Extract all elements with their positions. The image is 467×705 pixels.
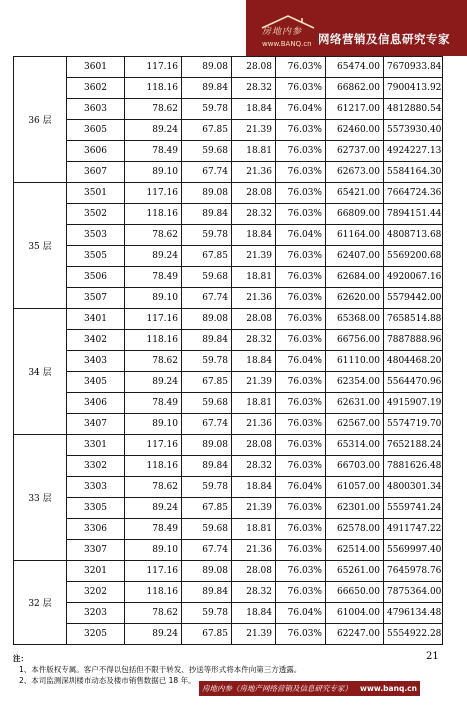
page-number: 21 (426, 651, 439, 662)
usage-rate-cell: 76.03% (276, 624, 326, 645)
logo-name: 房地内参 (262, 27, 303, 37)
unit-price-cell: 61164.00 (326, 225, 384, 246)
table-row (14, 351, 443, 372)
table-row (14, 393, 443, 414)
inner-area-cell: 59.68 (182, 393, 232, 414)
table-row (14, 456, 443, 477)
floor-area-cell: 89.24 (125, 372, 182, 393)
total-price-cell: 4796134.48 (384, 603, 443, 624)
floor-area-cell: 117.16 (125, 435, 182, 456)
room-number-cell: 3601 (67, 57, 125, 78)
floor-area-cell: 118.16 (125, 330, 182, 351)
shared-area-cell: 18.84 (232, 351, 276, 372)
shared-area-cell: 18.81 (232, 519, 276, 540)
room-number-cell: 3201 (67, 561, 125, 582)
unit-price-cell: 66809.00 (326, 204, 384, 225)
shared-area-cell: 18.84 (232, 99, 276, 120)
room-number-cell: 3602 (67, 78, 125, 99)
floor-area-cell: 78.49 (125, 141, 182, 162)
floor-area-cell: 89.10 (125, 162, 182, 183)
inner-area-cell: 89.08 (182, 309, 232, 330)
total-price-cell: 4804468.20 (384, 351, 443, 372)
floor-area-cell: 117.16 (125, 57, 182, 78)
room-number-cell: 3203 (67, 603, 125, 624)
usage-rate-cell: 76.03% (276, 456, 326, 477)
inner-area-cell: 89.84 (182, 204, 232, 225)
shared-area-cell: 21.39 (232, 498, 276, 519)
inner-area-cell: 89.08 (182, 183, 232, 204)
floor-area-cell: 89.10 (125, 414, 182, 435)
room-number-cell: 3507 (67, 288, 125, 309)
inner-area-cell: 67.85 (182, 120, 232, 141)
usage-rate-cell: 76.03% (276, 288, 326, 309)
shared-area-cell: 21.39 (232, 246, 276, 267)
total-price-cell: 7652188.24 (384, 435, 443, 456)
floor-label-cell: 32 层 (14, 561, 67, 645)
floor-area-cell: 118.16 (125, 78, 182, 99)
table-row (14, 99, 443, 120)
total-price-cell: 7881626.48 (384, 456, 443, 477)
room-number-cell: 3501 (67, 183, 125, 204)
inner-area-cell: 67.85 (182, 624, 232, 645)
footer-banner (199, 681, 420, 696)
unit-price-cell: 65314.00 (326, 435, 384, 456)
table-row (14, 225, 443, 246)
shared-area-cell: 28.08 (232, 435, 276, 456)
table-row (14, 435, 443, 456)
shared-area-cell: 18.84 (232, 603, 276, 624)
shared-area-cell: 18.81 (232, 393, 276, 414)
room-number-cell: 3505 (67, 246, 125, 267)
table-row (14, 603, 443, 624)
usage-rate-cell: 76.03% (276, 372, 326, 393)
total-price-cell: 7887888.96 (384, 330, 443, 351)
floor-area-cell: 89.24 (125, 498, 182, 519)
usage-rate-cell: 76.03% (276, 582, 326, 603)
unit-price-cell: 65261.00 (326, 561, 384, 582)
floor-area-cell: 78.62 (125, 477, 182, 498)
floor-area-cell: 118.16 (125, 456, 182, 477)
unit-price-cell: 62301.00 (326, 498, 384, 519)
unit-price-cell: 62673.00 (326, 162, 384, 183)
usage-rate-cell: 76.03% (276, 561, 326, 582)
usage-rate-cell: 76.03% (276, 330, 326, 351)
unit-price-cell: 66703.00 (326, 456, 384, 477)
unit-price-cell: 65421.00 (326, 183, 384, 204)
room-number-cell: 3302 (67, 456, 125, 477)
floor-area-cell: 78.49 (125, 393, 182, 414)
inner-area-cell: 89.84 (182, 456, 232, 477)
usage-rate-cell: 76.03% (276, 183, 326, 204)
total-price-cell: 7664724.36 (384, 183, 443, 204)
usage-rate-cell: 76.04% (276, 351, 326, 372)
inner-area-cell: 67.85 (182, 498, 232, 519)
table-row (14, 540, 443, 561)
inner-area-cell: 59.78 (182, 477, 232, 498)
table-row (14, 267, 443, 288)
notes-heading: 注： (13, 654, 28, 663)
total-price-cell: 5554922.28 (384, 624, 443, 645)
table-row (14, 162, 443, 183)
table-row (14, 624, 443, 645)
inner-area-cell: 67.74 (182, 414, 232, 435)
unit-price-cell: 66862.00 (326, 78, 384, 99)
room-number-cell: 3306 (67, 519, 125, 540)
floor-label-cell: 34 层 (14, 309, 67, 435)
table-row (14, 78, 443, 99)
usage-rate-cell: 76.03% (276, 435, 326, 456)
floor-area-cell: 117.16 (125, 561, 182, 582)
unit-price-cell: 62247.00 (326, 624, 384, 645)
table-row (14, 309, 443, 330)
note-line-2: 2、本司监测深圳楼市动态及楼市销售数据已 18 年。 (19, 676, 196, 685)
unit-price-cell: 62620.00 (326, 288, 384, 309)
unit-price-cell: 61110.00 (326, 351, 384, 372)
table-row (14, 414, 443, 435)
table-row (14, 372, 443, 393)
unit-price-cell: 62578.00 (326, 519, 384, 540)
shared-area-cell: 18.84 (232, 225, 276, 246)
unit-price-cell: 62567.00 (326, 414, 384, 435)
room-number-cell: 3603 (67, 99, 125, 120)
total-price-cell: 5569200.68 (384, 246, 443, 267)
total-price-cell: 4920067.16 (384, 267, 443, 288)
shared-area-cell: 28.08 (232, 309, 276, 330)
total-price-cell: 4808713.68 (384, 225, 443, 246)
inner-area-cell: 67.74 (182, 162, 232, 183)
usage-rate-cell: 76.03% (276, 204, 326, 225)
unit-price-cell: 62684.00 (326, 267, 384, 288)
inner-area-cell: 67.74 (182, 540, 232, 561)
total-price-cell: 5574719.70 (384, 414, 443, 435)
room-number-cell: 3503 (67, 225, 125, 246)
total-price-cell: 4800301.34 (384, 477, 443, 498)
footer-url: www.banq.cn (360, 684, 417, 693)
floor-area-cell: 78.62 (125, 603, 182, 624)
inner-area-cell: 59.78 (182, 99, 232, 120)
unit-price-cell: 62631.00 (326, 393, 384, 414)
usage-rate-cell: 76.03% (276, 120, 326, 141)
floor-area-cell: 78.62 (125, 225, 182, 246)
table-row (14, 204, 443, 225)
unit-price-table (13, 56, 443, 645)
total-price-cell: 7645978.76 (384, 561, 443, 582)
total-price-cell: 5564470.96 (384, 372, 443, 393)
shared-area-cell: 28.32 (232, 330, 276, 351)
usage-rate-cell: 76.03% (276, 393, 326, 414)
total-price-cell: 4911747.22 (384, 519, 443, 540)
floor-area-cell: 78.49 (125, 267, 182, 288)
usage-rate-cell: 76.04% (276, 477, 326, 498)
shared-area-cell: 28.08 (232, 57, 276, 78)
floor-area-cell: 89.24 (125, 624, 182, 645)
usage-rate-cell: 76.04% (276, 603, 326, 624)
inner-area-cell: 67.85 (182, 246, 232, 267)
floor-area-cell: 89.24 (125, 246, 182, 267)
room-number-cell: 3606 (67, 141, 125, 162)
room-number-cell: 3607 (67, 162, 125, 183)
floor-area-cell: 89.24 (125, 120, 182, 141)
room-number-cell: 3303 (67, 477, 125, 498)
room-number-cell: 3202 (67, 582, 125, 603)
unit-price-cell: 62460.00 (326, 120, 384, 141)
usage-rate-cell: 76.03% (276, 246, 326, 267)
room-number-cell: 3305 (67, 498, 125, 519)
inner-area-cell: 59.68 (182, 267, 232, 288)
inner-area-cell: 59.68 (182, 141, 232, 162)
unit-price-cell: 62737.00 (326, 141, 384, 162)
usage-rate-cell: 76.03% (276, 519, 326, 540)
unit-price-cell: 61217.00 (326, 99, 384, 120)
shared-area-cell: 21.39 (232, 624, 276, 645)
note-line-1: 1、本件版权专属。客户不得以包括但不限于转发、抄送等形式将本件向第三方透露。 (19, 665, 302, 674)
shared-area-cell: 18.81 (232, 141, 276, 162)
usage-rate-cell: 76.03% (276, 414, 326, 435)
room-number-cell: 3301 (67, 435, 125, 456)
usage-rate-cell: 76.03% (276, 141, 326, 162)
usage-rate-cell: 76.03% (276, 162, 326, 183)
room-number-cell: 3401 (67, 309, 125, 330)
total-price-cell: 5584164.30 (384, 162, 443, 183)
inner-area-cell: 59.78 (182, 603, 232, 624)
unit-price-cell: 62514.00 (326, 540, 384, 561)
table-row (14, 330, 443, 351)
shared-area-cell: 21.39 (232, 120, 276, 141)
table-row (14, 183, 443, 204)
unit-price-cell: 61004.00 (326, 603, 384, 624)
floor-label-cell: 33 层 (14, 435, 67, 561)
logo-url: www.BANQ.cn (262, 40, 312, 48)
total-price-cell: 7658514.88 (384, 309, 443, 330)
usage-rate-cell: 76.03% (276, 498, 326, 519)
shared-area-cell: 28.32 (232, 582, 276, 603)
inner-area-cell: 59.68 (182, 519, 232, 540)
total-price-cell: 7894151.44 (384, 204, 443, 225)
shared-area-cell: 21.36 (232, 414, 276, 435)
total-price-cell: 4924227.13 (384, 141, 443, 162)
table-row (14, 288, 443, 309)
room-number-cell: 3307 (67, 540, 125, 561)
room-number-cell: 3506 (67, 267, 125, 288)
table-row (14, 120, 443, 141)
usage-rate-cell: 76.04% (276, 225, 326, 246)
floor-area-cell: 118.16 (125, 204, 182, 225)
table-row (14, 246, 443, 267)
floor-area-cell: 78.62 (125, 99, 182, 120)
total-price-cell: 7670933.84 (384, 57, 443, 78)
floor-area-cell: 89.10 (125, 540, 182, 561)
footer-text: 房地内参（房地产网络营销及信息研究专家） (202, 684, 353, 693)
inner-area-cell: 67.74 (182, 288, 232, 309)
table-row (14, 477, 443, 498)
table-row (14, 519, 443, 540)
inner-area-cell: 89.84 (182, 330, 232, 351)
table-row (14, 582, 443, 603)
room-number-cell: 3403 (67, 351, 125, 372)
usage-rate-cell: 76.03% (276, 57, 326, 78)
floor-label-cell: 35 层 (14, 183, 67, 309)
room-number-cell: 3407 (67, 414, 125, 435)
shared-area-cell: 28.32 (232, 456, 276, 477)
room-number-cell: 3405 (67, 372, 125, 393)
total-price-cell: 5569997.40 (384, 540, 443, 561)
table-row (14, 57, 443, 78)
header-title: 网络营销及信息研究专家 (318, 32, 450, 46)
inner-area-cell: 89.08 (182, 435, 232, 456)
shared-area-cell: 21.36 (232, 288, 276, 309)
unit-price-cell: 66650.00 (326, 582, 384, 603)
shared-area-cell: 21.36 (232, 540, 276, 561)
inner-area-cell: 59.78 (182, 351, 232, 372)
total-price-cell: 5573930.40 (384, 120, 443, 141)
shared-area-cell: 28.32 (232, 78, 276, 99)
unit-price-cell: 62407.00 (326, 246, 384, 267)
unit-price-cell: 66756.00 (326, 330, 384, 351)
shared-area-cell: 18.81 (232, 267, 276, 288)
inner-area-cell: 89.08 (182, 57, 232, 78)
total-price-cell: 7900413.92 (384, 78, 443, 99)
total-price-cell: 4915907.19 (384, 393, 443, 414)
room-number-cell: 3605 (67, 120, 125, 141)
room-number-cell: 3402 (67, 330, 125, 351)
room-number-cell: 3406 (67, 393, 125, 414)
floor-area-cell: 118.16 (125, 582, 182, 603)
shared-area-cell: 28.08 (232, 183, 276, 204)
floor-area-cell: 78.49 (125, 519, 182, 540)
room-number-cell: 3205 (67, 624, 125, 645)
total-price-cell: 4812880.54 (384, 99, 443, 120)
inner-area-cell: 59.78 (182, 225, 232, 246)
inner-area-cell: 67.85 (182, 372, 232, 393)
shared-area-cell: 28.32 (232, 204, 276, 225)
floor-area-cell: 117.16 (125, 183, 182, 204)
inner-area-cell: 89.84 (182, 78, 232, 99)
floor-area-cell: 117.16 (125, 309, 182, 330)
floor-area-cell: 78.62 (125, 351, 182, 372)
table-row (14, 498, 443, 519)
usage-rate-cell: 76.04% (276, 99, 326, 120)
inner-area-cell: 89.84 (182, 582, 232, 603)
usage-rate-cell: 76.03% (276, 78, 326, 99)
usage-rate-cell: 76.03% (276, 309, 326, 330)
unit-price-cell: 65368.00 (326, 309, 384, 330)
usage-rate-cell: 76.03% (276, 267, 326, 288)
shared-area-cell: 18.84 (232, 477, 276, 498)
shared-area-cell: 21.39 (232, 372, 276, 393)
unit-price-cell: 65474.00 (326, 57, 384, 78)
table-row (14, 141, 443, 162)
shared-area-cell: 21.36 (232, 162, 276, 183)
total-price-cell: 5579442.00 (384, 288, 443, 309)
floor-area-cell: 89.10 (125, 288, 182, 309)
unit-price-cell: 61057.00 (326, 477, 384, 498)
shared-area-cell: 28.08 (232, 561, 276, 582)
table-row (14, 561, 443, 582)
total-price-cell: 5559741.24 (384, 498, 443, 519)
inner-area-cell: 89.08 (182, 561, 232, 582)
floor-label-cell: 36 层 (14, 57, 67, 183)
unit-price-cell: 62354.00 (326, 372, 384, 393)
room-number-cell: 3502 (67, 204, 125, 225)
usage-rate-cell: 76.03% (276, 540, 326, 561)
total-price-cell: 7875364.00 (384, 582, 443, 603)
